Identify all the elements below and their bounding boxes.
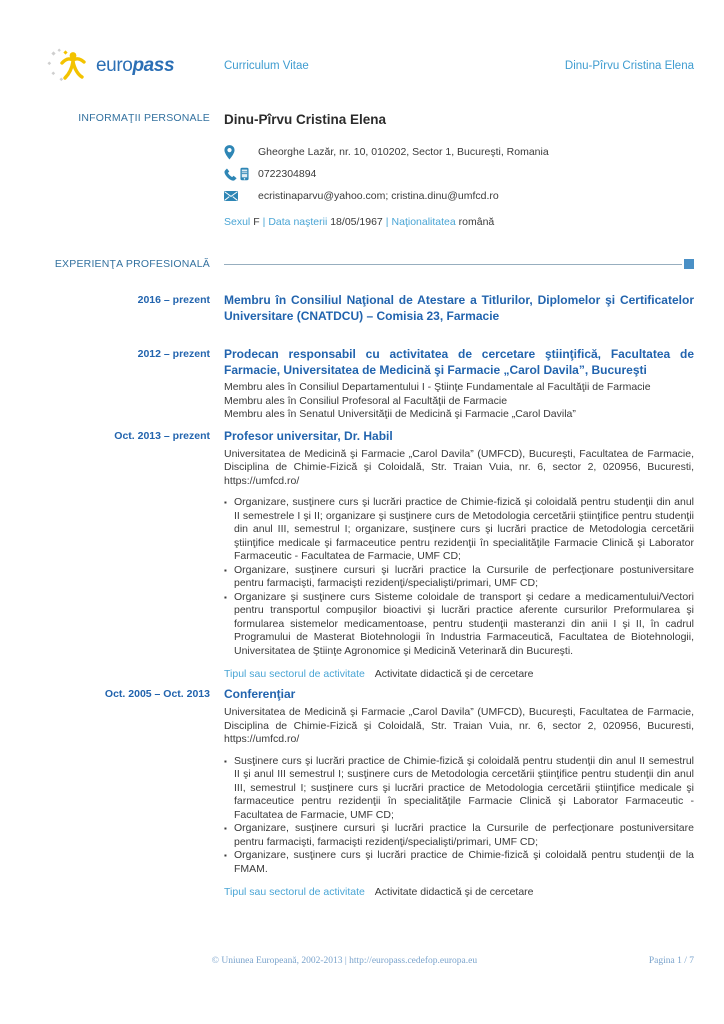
birth-date-value: 18/05/1967 bbox=[330, 216, 383, 228]
email-addresses: ecristinaparvu@yahoo.com; cristina.dinu@umfcd.ro bbox=[258, 190, 499, 202]
nationality-label: Naţionalitatea bbox=[391, 216, 456, 228]
nationality-value: română bbox=[458, 216, 495, 228]
birth-date-label: Data naşterii bbox=[268, 216, 328, 228]
entry-title: Prodecan responsabil cu activitatea de cercetare ştiinţifică, Facultatea de Farmacie, Universitatea de Medicină şi Farmacie „Carol Davila”, Bucureşti bbox=[224, 347, 694, 377]
page-footer bbox=[40, 956, 694, 966]
logo-pass-text: pass bbox=[132, 55, 175, 76]
activity-type-label: Tipul sau sectorul de activitate bbox=[224, 668, 365, 680]
sex-value: F bbox=[253, 216, 260, 228]
map-pin-icon bbox=[224, 145, 235, 160]
phone-line bbox=[224, 163, 694, 185]
detail-line: Membru ales în Consiliul Profesoral al Facultăţii de Farmacie bbox=[224, 394, 508, 407]
contact-block bbox=[0, 141, 724, 228]
footer-copyright: © Uniunea Europeană, 2002-2013 | http://europass.cedefop.europa.eu bbox=[211, 956, 478, 966]
detail-line: Membru ales în Senatul Universităţii de Medicină şi Farmacie „Carol Davila” bbox=[224, 408, 576, 420]
bullet-item: ▪ Organizare, susţinere curs şi lucrări practice de Chimie-fizică şi coloidală pentru studenţii de la FMAM. bbox=[224, 849, 694, 876]
entry-title: Profesor universitar, Dr. Habil bbox=[224, 428, 393, 443]
entry-detail-lines bbox=[224, 381, 694, 422]
experience-entry bbox=[0, 686, 724, 898]
entry-title: Conferenţiar bbox=[224, 687, 296, 701]
address-line bbox=[224, 141, 694, 163]
experience-section-label: EXPERIENŢA PROFESIONALĂ bbox=[54, 258, 210, 270]
personal-section-label: INFORMAŢII PERSONALE bbox=[78, 112, 210, 124]
section-rule-square bbox=[684, 259, 694, 269]
experience-entry bbox=[0, 292, 724, 324]
section-rule bbox=[224, 259, 694, 269]
sex-birth-nationality-line bbox=[224, 216, 694, 228]
address-text: Gheorghe Lazăr, nr. 10, 010202, Sector 1, Bucureşti, Romania bbox=[258, 146, 549, 158]
page-header bbox=[0, 0, 724, 84]
envelope-icon bbox=[224, 191, 238, 201]
email-line bbox=[224, 185, 694, 207]
bullet-item: ▪ Susţinere curs şi lucrări practice de Chimie-fizică şi coloidală pentru studenţii din anul II semestrul II şi anul III semestrul I; susţinere curs de Metodologia cercetării ştiinţifice pentru studenţii din anul III, semestrul I; susţinere curs şi lucrări practice de Metodologia cercetării ştiinţifice medicale şi farmaceutice pentru rezidenţii în specialităţile Farmacie Clinică şi Laborator Farmaceutic - Facultatea de Farmacie, UMF CD; bbox=[224, 755, 694, 823]
phone-handset-icon bbox=[224, 168, 237, 181]
activity-type-value: Activitate didactică şi de cercetare bbox=[374, 668, 534, 680]
entry-date: Oct. 2013 – prezent bbox=[114, 429, 210, 442]
activity-type-line bbox=[224, 886, 694, 898]
entry-employer: Universitatea de Medicină şi Farmacie „Carol Davila” (UMFCD), Bucureşti, Facultatea de Farmacie, Disciplina de Chimie-Fizică şi Coloidală, Str. Traian Vuia, nr. 6, sector 2, 020956, Bucuresti, https://umfcd.ro/ bbox=[224, 706, 694, 745]
entry-employer: Universitatea de Medicină şi Farmacie „Carol Davila” (UMFCD), Bucureşti, Facultatea de Farmacie, Disciplina de Chimie-Fizică şi Coloidală, Str. Traian Vuia, nr. 6, sector 2, 020956, Bucuresti, https://umfcd.ro/ bbox=[224, 447, 694, 487]
separator: | bbox=[262, 216, 266, 228]
footer-page-number: Pagina 1 / 7 bbox=[648, 956, 694, 966]
entry-bullet-list bbox=[224, 755, 694, 877]
phone-number: 0722304894 bbox=[258, 168, 317, 180]
mobile-phone-icon bbox=[240, 167, 249, 181]
entry-date: 2012 – prezent bbox=[137, 348, 210, 360]
header-person-name: Dinu-Pîrvu Cristina Elena bbox=[564, 60, 694, 72]
detail-line: Membru ales în Consiliul Departamentului I - Ştiinţe Fundamentale al Facultăţii de Farmacie bbox=[224, 381, 651, 393]
person-name-heading: Dinu-Pîrvu Cristina Elena bbox=[224, 112, 387, 127]
logo-euro-text: euro bbox=[96, 55, 133, 76]
separator: | bbox=[385, 216, 389, 228]
experience-entry bbox=[0, 428, 724, 681]
activity-type-label: Tipul sau sectorul de activitate bbox=[224, 886, 365, 898]
personal-info-section bbox=[0, 112, 724, 127]
sex-label: Sexul bbox=[224, 216, 251, 228]
activity-type-line bbox=[224, 668, 694, 680]
bullet-item: ▪ Organizare, susţinere cursuri şi lucrări practice la Cursurile de perfecţionare postuniversitare pentru farmacişti, farmacişti rezidenţi/specialişti/primari, UMF CD; bbox=[224, 564, 694, 591]
logo-wordmark bbox=[96, 55, 174, 77]
entry-date: Oct. 2005 – Oct. 2013 bbox=[104, 688, 210, 700]
entry-bullet-list bbox=[224, 496, 694, 658]
europass-logo bbox=[40, 48, 210, 84]
bullet-item: ▪ Organizare, susţinere cursuri şi lucrări practice la Cursurile de perfecţionare postuniversitare pentru farmacişti, farmacişti rezidenţi/specialişti/primari, UMF CD; bbox=[224, 822, 694, 849]
experience-section-header bbox=[0, 258, 724, 270]
horizontal-rule bbox=[224, 264, 682, 265]
activity-type-value: Activitate didactică şi de cercetare bbox=[374, 886, 534, 898]
bullet-item: ▪ Organizare, susţinere curs şi lucrări practice de Chimie-fizică şi coloidală pentru studenţii din anul II semestrele I şi II; organizare şi susţinere curs de Metodologia cercetării ştiinţifice pentru studenţii din anul III, semestrul I; organizare, susţinere curs şi lucrări practice de Metodologia cercetării ştiinţifice medicale şi farmaceutice pentru rezidenţii în specialităţile Farmacie Clinică şi Laborator Farmaceutic - Facultatea de Farmacie, UMF CD; bbox=[224, 496, 694, 564]
europass-star-figure-icon bbox=[46, 48, 94, 84]
bullet-item: ▪ Organizare şi susţinere curs Sisteme coloidale de transport şi cedare a medicamentului/Vectori pentru transportul compuşilor bioactivi şi lucrări practice aferente cursurilor Preformularea şi formularea sistemelor medicamentoase, pentru studenţii masteranzi din anii I şi II, în cadrul Programului de Masterat Biotehnologii în Industria Farmaceutică, Facultatea de Biotehnologii, Universitatea de Ştiinţe Agronomice şi Medicină Veterinară din Bucureşti. bbox=[224, 591, 694, 659]
entry-date: 2016 – prezent bbox=[137, 294, 210, 306]
document-type-label: Curriculum Vitae bbox=[224, 60, 309, 72]
experience-entry bbox=[0, 346, 724, 422]
entry-title: Membru în Consiliul Naţional de Atestare a Titlurilor, Diplomelor şi Certificatelor Universitare (CNATDCU) – Comisia 23, Farmacie bbox=[224, 293, 694, 323]
